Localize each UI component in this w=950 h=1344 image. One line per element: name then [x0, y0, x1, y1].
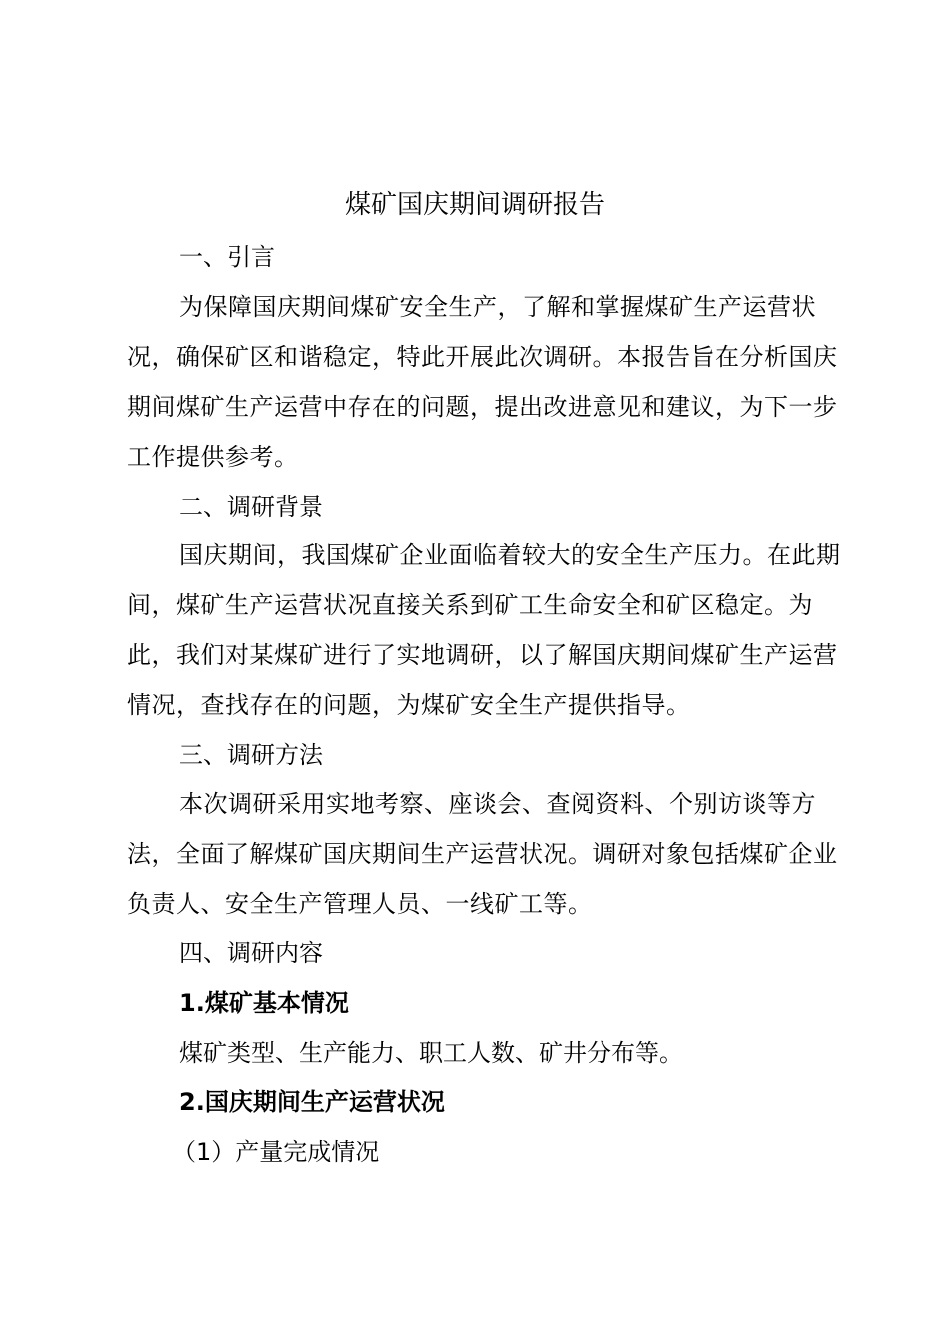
paragraph-background: 国庆期间，我国煤矿企业面临着较大的安全生产压力。在此期间，煤矿生产运营状况直接关系到矿工生命安全和矿区稳定。为此，我们对某煤矿进行了实地调研，以了解国庆期间煤矿生产运营情况，查找存在的问题，为煤矿安全生产提供指导。 — [127, 541, 841, 719]
section-heading-method: 三、调研方法 — [179, 741, 323, 769]
subsection-heading-basic-info: 1.煤矿基本情况 — [179, 989, 349, 1017]
section-heading-intro: 一、引言 — [179, 243, 275, 271]
document-title: 煤矿国庆期间调研报告 — [344, 190, 605, 220]
paragraph-intro: 为保障国庆期间煤矿安全生产，了解和掌握煤矿生产运营状况，确保矿区和谐稳定，特此开展此次调研。本报告旨在分析国庆期间煤矿生产运营中存在的问题，提出改进意见和建议，为下一步工作提供参考。 — [127, 293, 838, 471]
list-item-output: （1）产量完成情况 — [172, 1138, 380, 1166]
paragraph-basic-info: 煤矿类型、生产能力、职工人数、矿井分布等。 — [179, 1039, 683, 1067]
section-heading-content: 四、调研内容 — [179, 939, 323, 967]
subsection-heading-operations: 2.国庆期间生产运营状况 — [179, 1088, 445, 1116]
section-heading-background: 二、调研背景 — [179, 493, 323, 521]
paragraph-method: 本次调研采用实地考察、座谈会、查阅资料、个别访谈等方法，全面了解煤矿国庆期间生产运营状况。调研对象包括煤矿企业负责人、安全生产管理人员、一线矿工等。 — [127, 790, 838, 918]
